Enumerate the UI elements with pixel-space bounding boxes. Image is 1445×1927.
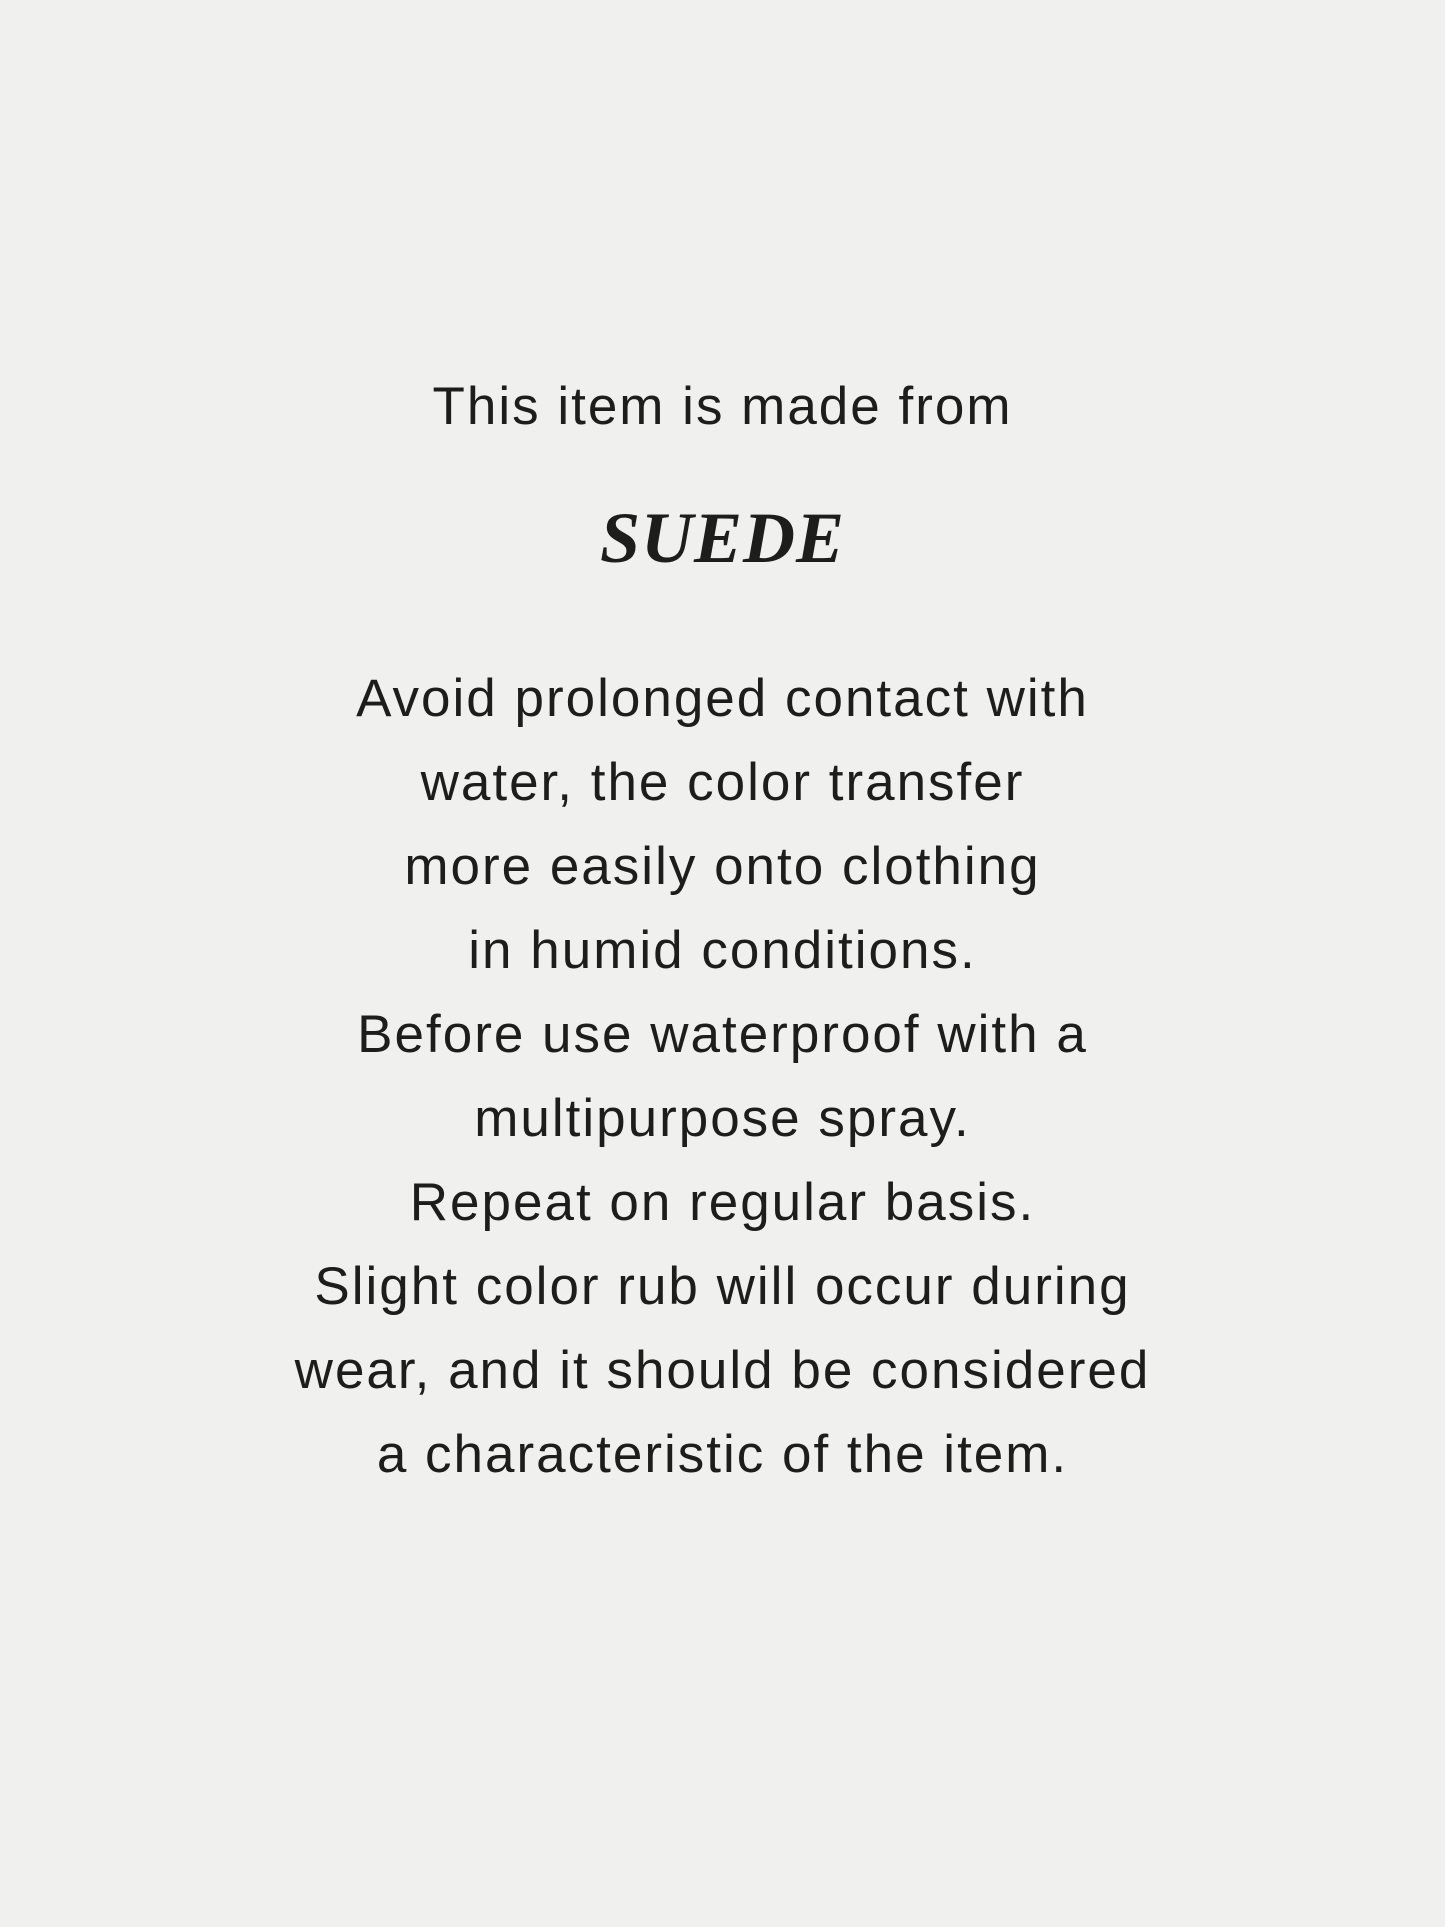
care-instruction-line: Avoid prolonged contact with <box>356 669 1089 728</box>
care-instruction-line: Before use waterproof with a <box>357 1005 1088 1064</box>
care-instruction-line: Slight color rub will occur during <box>314 1257 1131 1316</box>
intro-text: This item is made from <box>432 377 1013 436</box>
care-instruction-line: wear, and it should be considered <box>294 1341 1151 1400</box>
care-instruction-line: more easily onto clothing <box>404 837 1041 896</box>
care-instructions <box>0 657 1445 1497</box>
care-instruction-line: water, the color transfer <box>420 753 1025 812</box>
material-name: SUEDE <box>599 498 846 578</box>
care-instruction-line: a characteristic of the item. <box>376 1425 1069 1484</box>
care-instruction-line: in humid conditions. <box>468 921 977 980</box>
care-instruction-line: Repeat on regular basis. <box>409 1173 1036 1232</box>
care-instruction-line: multipurpose spray. <box>474 1089 971 1148</box>
